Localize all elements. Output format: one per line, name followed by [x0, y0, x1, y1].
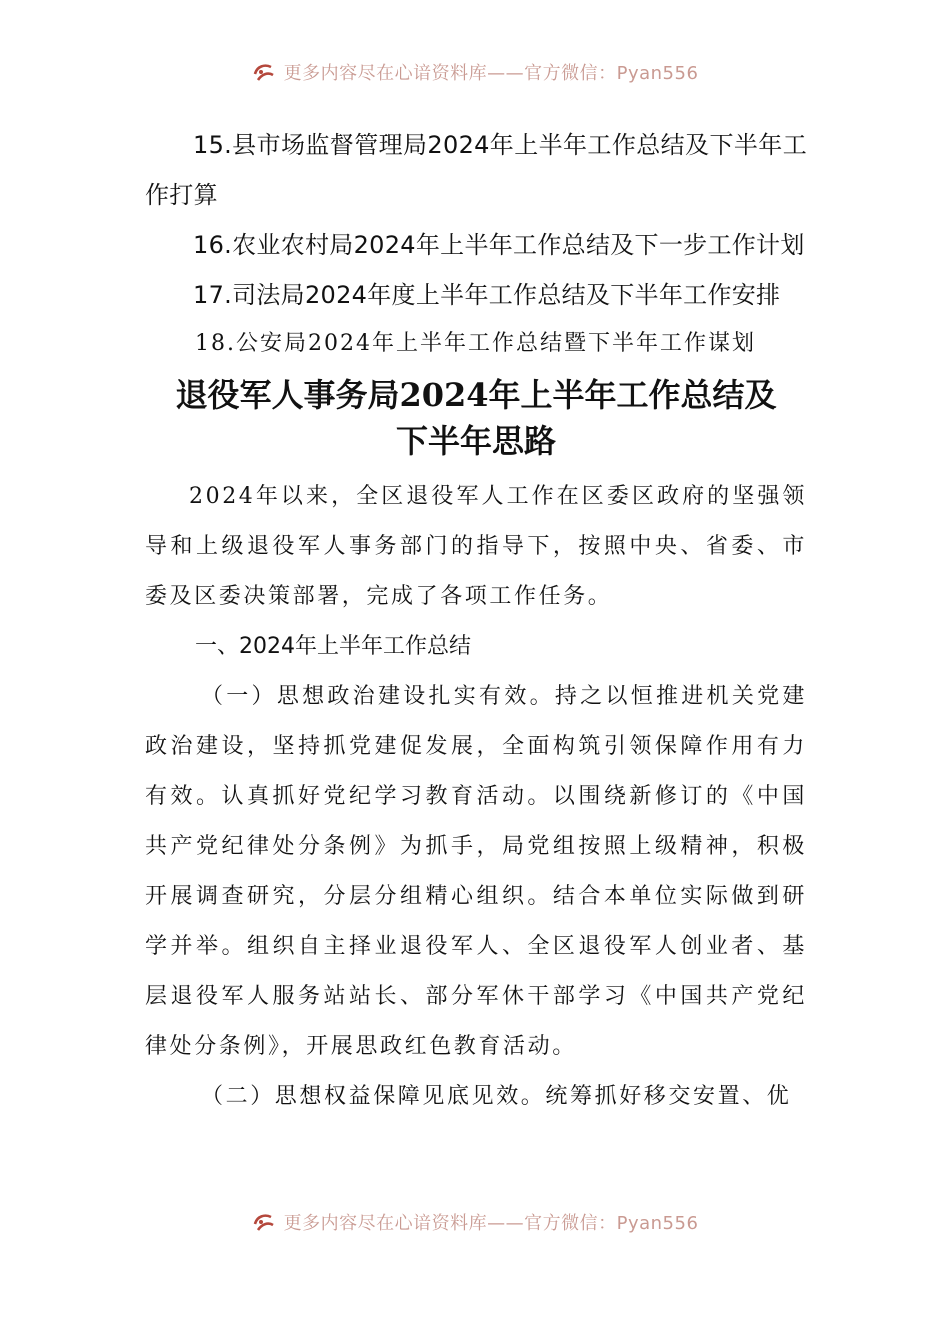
intro-paragraph: 2024年以来，全区退役军人工作在区委区政府的坚强领导和上级退役军人事务部门的指导下，按照中央、省委、市委及区委决策部署，完成了各项工作任务。 — [145, 484, 807, 609]
toc-item-18: 18.公安局2024年上半年工作总结暨下半年工作谋划 — [195, 331, 756, 356]
logo-icon — [252, 1210, 276, 1234]
section-2-paragraph: （二）思想权益保障见底见效。统筹抓好移交安置、优 — [201, 1084, 792, 1109]
section-heading-1: 一、2024年上半年工作总结 — [195, 634, 471, 659]
watermark-text: 更多内容尽在心谙资料库——官方微信：Pyan556 — [283, 1213, 699, 1234]
toc-item-16: 16.农业农村局2024年上半年工作总结及下一步工作计划 — [193, 231, 805, 259]
document-title — [145, 372, 807, 464]
section-1-paragraph: （一）思想政治建设扎实有效。持之以恒推进机关党建政治建设，坚持抓党建促发展，全面构筑引领保障作用有力有效。认真抓好党纪学习教育活动。以围绕新修订的《中国共产党纪律处分条例》为抓手，局党组按照上级精神，积极开展调查研究，分层分组精心组织。结合本单位实际做到研学并举。组织自主择业退役军人、全区退役军人创业者、基层退役军人服务站站长、部分军休干部学习《中国共产党纪律处分条例》，开展思政红色教育活动。 — [145, 684, 807, 1059]
document-page — [145, 120, 807, 1122]
title-line-2: 下半年思路 — [395, 422, 556, 460]
toc-item-15: 15.县市场监督管理局2024年上半年工作总结及下半年工作打算 — [145, 131, 807, 209]
watermark-bottom — [0, 1205, 950, 1239]
toc-item-17: 17.司法局2024年度上半年工作总结及下半年工作安排 — [193, 281, 781, 309]
title-line-1: 退役军人事务局2024年上半年工作总结及 — [175, 376, 777, 414]
watermark-top — [0, 55, 950, 89]
logo-icon — [252, 60, 276, 84]
watermark-text: 更多内容尽在心谙资料库——官方微信：Pyan556 — [283, 63, 699, 84]
